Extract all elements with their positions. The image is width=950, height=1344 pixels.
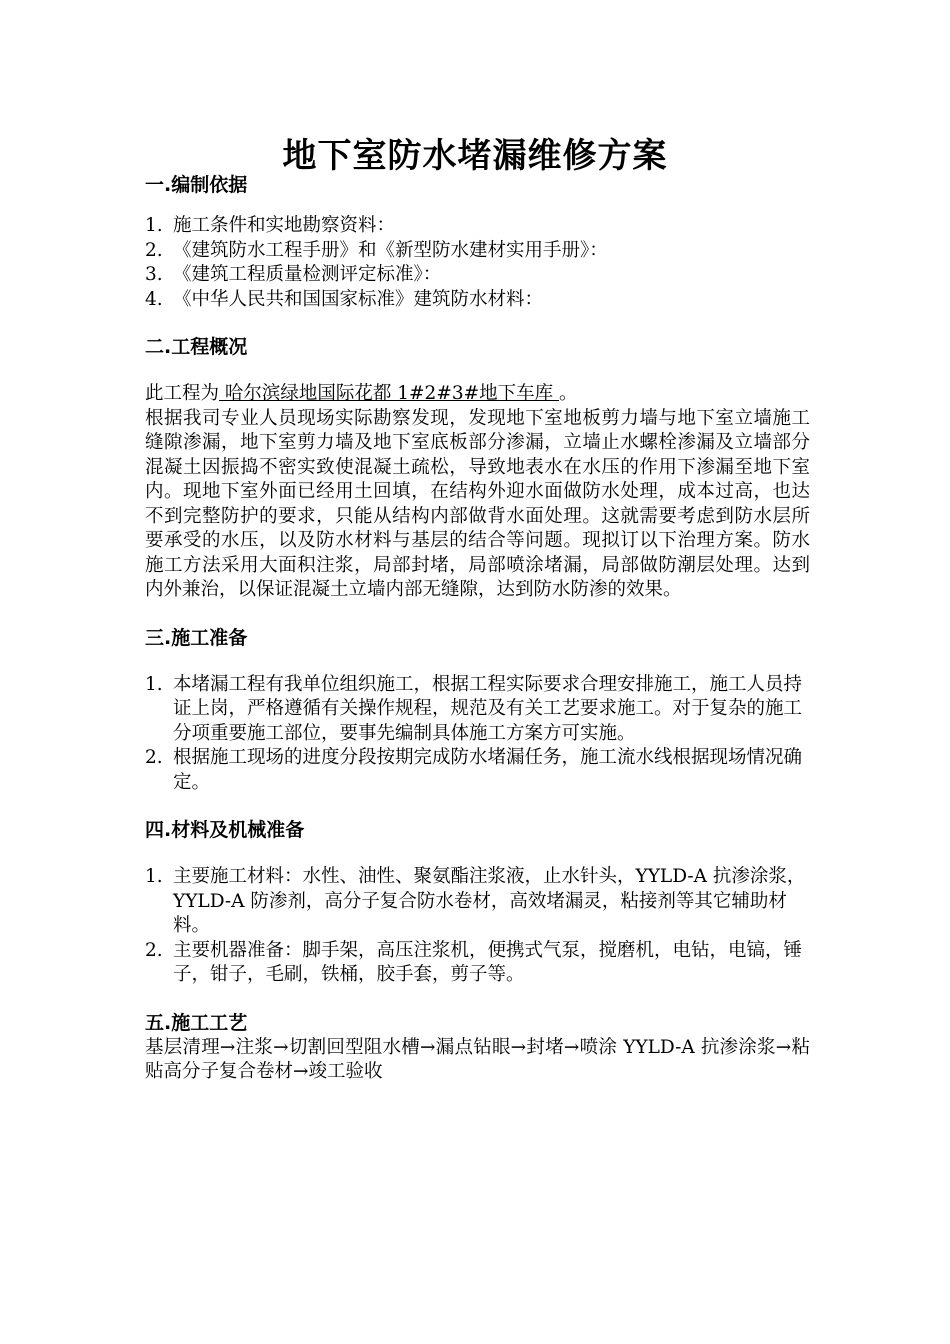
document-title: 地下室防水堵漏维修方案 — [282, 136, 668, 176]
list-item: 1. 主要施工材料：水性、油性、聚氨酯注浆液，止水针头，YYLD-A 抗渗涂浆，YYLD-A 防渗剂，高分子复合防水卷材，高效堵漏灵，粘接剂等其它辅助材料。 — [145, 866, 806, 936]
basis-list — [145, 214, 810, 312]
preparation-list — [145, 673, 810, 796]
project-name: 哈尔滨绿地国际花都 1#2#3#地下车库 — [219, 383, 559, 404]
section-heading-process: 五.施工工艺 — [145, 1011, 248, 1034]
list-item: 2. 根据施工现场的进度分段按期完成防水堵漏任务，施工流水线根据现场情况确定。 — [145, 747, 803, 793]
section-heading-overview: 二.工程概况 — [145, 336, 248, 358]
process-paragraph: 基层清理→注浆→切割回型阻水槽→漏点钻眼→封堵→喷涂 YYLD-A 抗渗涂浆→粘贴高分子复合卷材→竣工验收 — [145, 1036, 810, 1082]
document-body — [145, 172, 810, 1085]
overview-paragraph: 根据我司专业人员现场实际勘察发现，发现地下室地板剪力墙与地下室立墙施工缝隙渗漏，地下室剪力墙及地下室底板部分渗漏，立墙止水螺栓渗漏及立墙部分混凝土因振捣不密实致使混凝土疏松，导致地表水在水压的作用下渗漏至地下室内。现地下室外面已经用土回填，在结构外迎水面做防水处理，成本过高，也达不到完整防护的要求，只能从结构内部做背水面处理。这就需要考虑到防水层所要承受的水压，以及防水材料与基层的结合等问题。现拟订以下治理方案。防水施工方法采用大面积注浆，局部封堵，局部喷涂堵漏，局部做防潮层处理。达到内外兼治，以保证混凝土立墙内部无缝隙，达到防水防渗的效果。 — [145, 407, 810, 600]
project-line: 此工程为 哈尔滨绿地国际花都 1#2#3#地下车库 。 — [145, 383, 578, 404]
section-heading-materials: 四.材料及机械准备 — [145, 819, 305, 841]
list-item: 2. 主要机器准备：脚手架，高压注浆机，便携式气泵，搅磨机，电钻，电镐，锤子，钳子，毛刷，铁桶，胶手套，剪子等。 — [145, 939, 803, 985]
list-item: 2. 《建筑防水工程手册》和《新型防水建材实用手册》： — [145, 239, 608, 261]
section-heading-basis: 一.编制依据 — [145, 174, 248, 196]
list-item: 1. 本堵漏工程有我单位组织施工，根据工程实际要求合理安排施工，施工人员持证上岗，严格遵循有关操作规程，规范及有关工艺要求施工。对于复杂的施工分项重要施工部位，要事先编制具体施工方案方可实施。 — [145, 673, 803, 744]
materials-list — [145, 865, 810, 988]
section-heading-preparation: 三.施工准备 — [145, 626, 248, 649]
list-item: 3. 《建筑工程质量检测评定标准》： — [145, 264, 442, 285]
list-item: 4. 《中华人民共和国国家标准》建筑防水材料： — [145, 288, 544, 310]
list-item: 1. 施工条件和实地勘察资料： — [145, 215, 396, 236]
